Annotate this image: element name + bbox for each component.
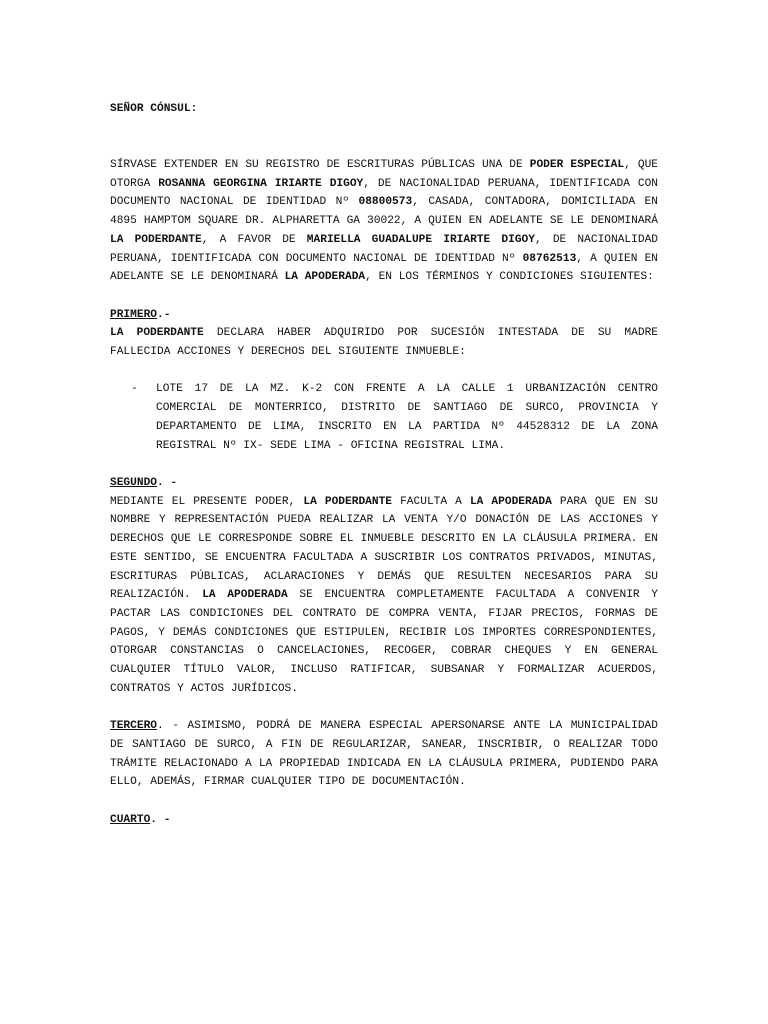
- bullet-dash: -: [131, 383, 138, 396]
- attorney-name: MARIELLA GUADALUPE IRIARTE DIGOY: [306, 233, 535, 246]
- grantor-id: 08800573: [358, 196, 413, 209]
- salutation: SEÑOR CÓNSUL:: [110, 103, 198, 115]
- property-description: LOTE 17 DE LA MZ. K-2 CON FRENTE A LA CALLE 1 URBANIZACIÓN CENTRO COMERCIAL DE MONTERRICO, DISTRITO DE SANTIAGO DE SURCO, PROVINCIA Y DEPARTAMENTO DE LIMA, INSCRITO EN LA PARTIDA Nº 44528312 DE LA ZONA REGISTRAL Nº IX- SEDE LIMA - OFICINA REGISTRAL LIMA.: [156, 383, 658, 452]
- document-body: [110, 100, 658, 829]
- clause-tercero: TERCERO. - ASIMISMO, PODRÁ DE MANERA ESPECIAL APERSONARSE ANTE LA MUNICIPALIDAD DE SANTIAGO DE SURCO, A FIN DE REGULARIZAR, SANEAR, INSCRIBIR, O REALIZAR TODO TRÁMITE RELACIONADO A LA PROPIEDAD INDICADA EN LA CLÁUSULA PRIMERA, PUDIENDO PARA ELLO, ADEMÁS, FIRMAR CUALQUIER TIPO DE DOCUMENTACIÓN.: [110, 720, 658, 789]
- clause-segundo-text: MEDIANTE EL PRESENTE PODER, LA PODERDANTE FACULTA A LA APODERADA PARA QUE EN SU NOMBRE Y REPRESENTACIÓN PUEDA REALIZAR LA VENTA Y/O DONACIÓN DE LAS ACCIONES Y DERECHOS QUE LE CORRESPONDE SOBRE EL INMUEBLE DESCRITO EN LA CLÁUSULA PRIMERA. EN ESTE SENTIDO, SE ENCUENTRA FACULTADA A SUSCRIBIR LOS CONTRATOS PRIVADOS, MINUTAS, ESCRITURAS PÚBLICAS, ACLARACIONES Y DEMÁS QUE RESULTEN NECESARIOS PARA SU REALIZACIÓN. LA APODERADA SE ENCUENTRA COMPLETAMENTE FACULTADA A CONVENIR Y PACTAR LAS CONDICIONES DEL CONTRATO DE COMPRA VENTA, FIJAR PRECIOS, FORMAS DE PAGOS, Y DEMÁS CONDICIONES QUE ESTIPULEN, RECIBIR LOS IMPORTES CORRESPONDIENTES, OTORGAR CONSTANCIAS O CANCELACIONES, RECOGER, COBRAR CHEQUES Y EN GENERAL CUALQUIER TÍTULO VALOR, INCLUSO RATIFICAR, SUBSANAR Y FORMALIZAR ACUERDOS, CONTRATOS Y ACTOS JURÍDICOS.: [110, 495, 658, 695]
- grantor-name: ROSANNA GEORGINA IRIARTE DIGOY: [158, 177, 364, 190]
- clause-segundo-heading: SEGUNDO. -: [110, 476, 178, 489]
- clause-primero-heading: PRIMERO.-: [110, 308, 171, 321]
- intro-paragraph: SÍRVASE EXTENDER EN SU REGISTRO DE ESCRITURAS PÚBLICAS UNA DE PODER ESPECIAL, QUE OTORGA ROSANNA GEORGINA IRIARTE DIGOY, DE NACIONALIDAD PERUANA, IDENTIFICADA CON DOCUMENTO NACIONAL DE IDENTIDAD Nº 08800573, CASADA, CONTADORA, DOMICILIADA EN 4895 HAMPTOM SQUARE DR. ALPHARETTA GA 30022, A QUIEN EN ADELANTE SE LE DENOMINARÁ LA PODERDANTE, A FAVOR DE MARIELLA GUADALUPE IRIARTE DIGOY, DE NACIONALIDAD PERUANA, IDENTIFICADA CON DOCUMENTO NACIONAL DE IDENTIDAD Nº 08762513, A QUIEN EN ADELANTE SE LE DENOMINARÁ LA APODERADA, EN LOS TÉRMINOS Y CONDICIONES SIGUIENTES:: [110, 159, 659, 284]
- list-item: [110, 380, 658, 455]
- power-type: PODER ESPECIAL: [529, 159, 625, 172]
- clause-primero-text: LA PODERDANTE DECLARA HABER ADQUIRIDO POR SUCESIÓN INTESTADA DE SU MADRE FALLECIDA ACCIONES Y DERECHOS DEL SIGUIENTE INMUEBLE:: [110, 327, 659, 359]
- attorney-id: 08762513: [522, 252, 577, 265]
- clause-cuarto-heading: CUARTO. -: [110, 813, 171, 826]
